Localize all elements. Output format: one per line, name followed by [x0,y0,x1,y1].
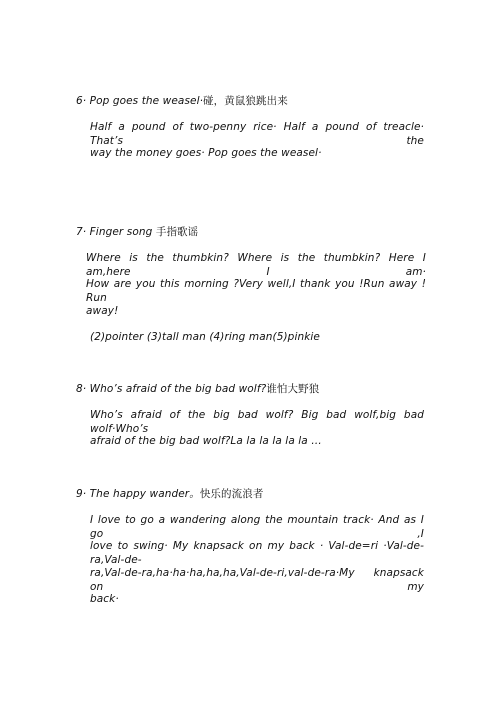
section-9-title-en: The happy wander。 [89,488,200,500]
section-9-line-2: love to swing· My knapsack on my back · Val-de=ri ·Val-de-ra,Val-de- [90,540,424,566]
section-6-title-cn: 碰，黄鼠狼跳出来 [203,95,288,107]
section-6-line-1: Half a pound of two-penny rice· Half a pound of treacle· That’s the [90,121,424,147]
section-7-line-4: (2)pointer (3)tall man (4)ring man(5)pinkie [90,331,320,343]
section-7-line-3: away! [86,305,119,317]
section-9-line-1: I love to go a wandering along the mountain track· And as I go ,I [90,514,424,540]
section-9-title-cn: 快乐的流浪者 [199,488,264,500]
section-7-number: 7· [76,226,87,238]
section-8-heading [76,382,319,396]
section-6-heading [76,94,288,108]
section-8-title-en: Who’s afraid of the big bad wolf? [89,383,267,395]
section-9-line-4: back· [90,593,119,605]
section-8-line-2: afraid of the big bad wolf?La la la la la la … [90,435,322,447]
section-7-line-1: Where is the thumbkin? Where is the thumbkin? Here I am,here I am· [86,252,426,278]
section-9-heading [76,487,263,501]
section-9-line-3: ra,Val-de-ra,ha·ha·ha,ha,ha,Val-de-ri,val-de-ra·My knapsack on my [90,567,424,593]
section-7-title-en: Finger song [89,226,153,238]
section-7-title-cn: 手指歌谣 [155,226,199,238]
section-9-number: 9· [76,488,87,500]
section-6-line-2: way the money goes· Pop goes the weasel· [90,147,322,159]
section-8-title-cn: 谁怕大野狼 [266,383,320,395]
section-8-line-1: Who’s afraid of the big bad wolf? Big bad wolf,big bad wolf·Who’s [90,409,424,435]
section-6-number: 6· [76,95,87,107]
section-7-heading [76,225,198,239]
section-8-number: 8· [76,383,87,395]
section-7-line-2: How are you this morning ?Very well,I thank you !Run away ! Run [86,278,426,304]
section-6-title-en: Pop goes the weasel· [89,95,204,107]
